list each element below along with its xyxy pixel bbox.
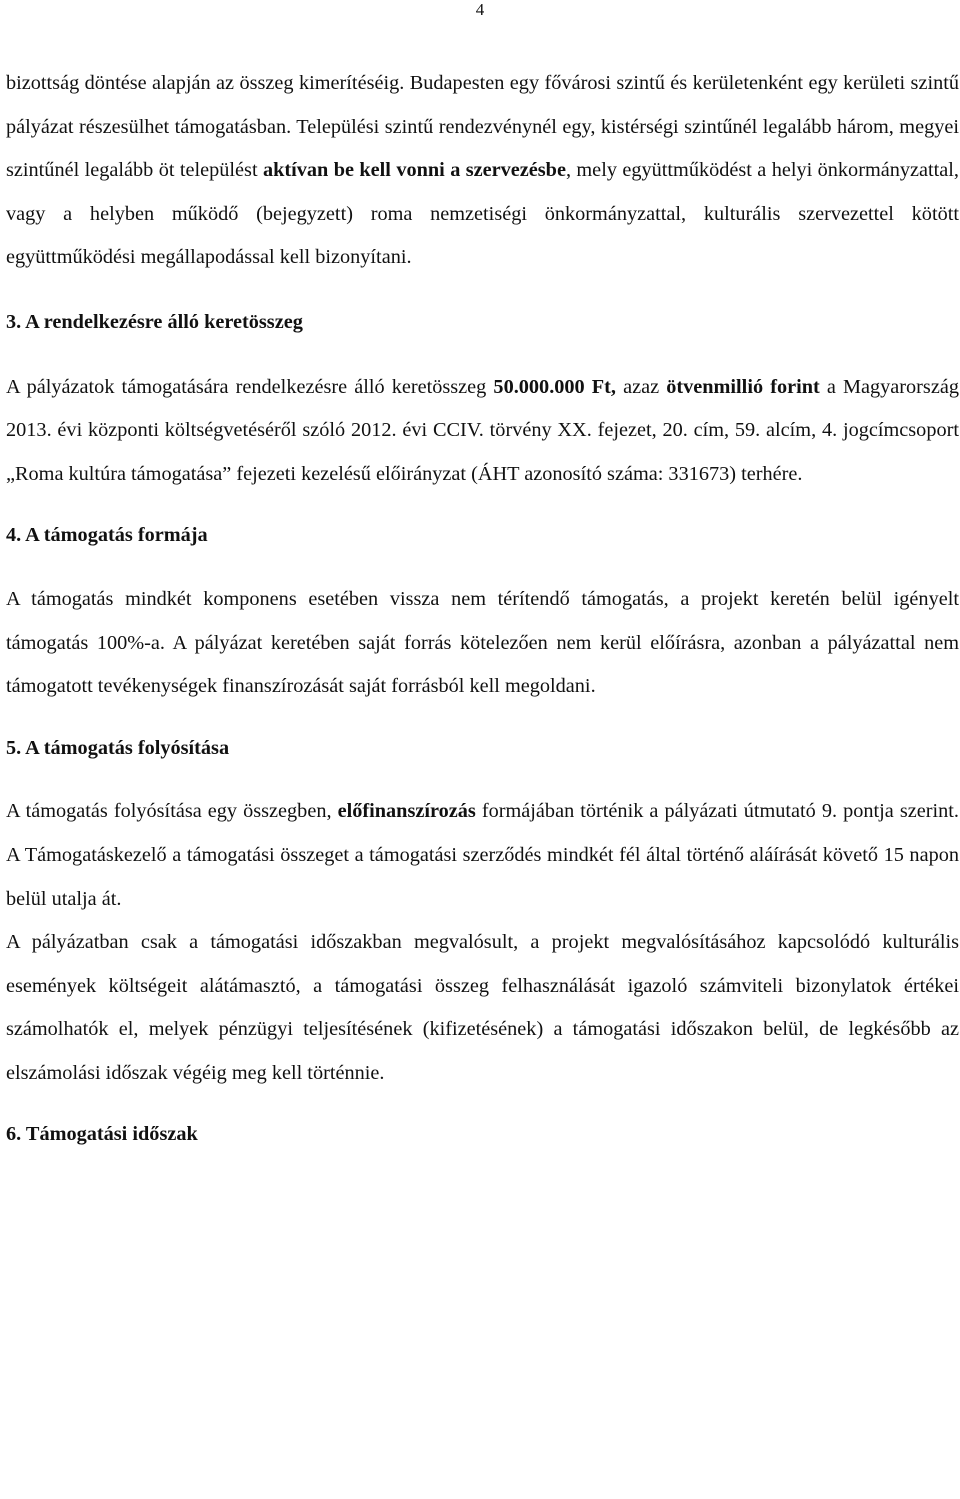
paragraph-support-form: A támogatás mindkét komponens esetében vissza nem térítendő támogatás, a projekt keretén belül igényelt támogatás 100%-a. A pályázat keretében saját forrás kötelezően nem kerül előírásra, azonban a pályázattal nem támogatott tevékenységek finanszírozását saját forrásból kell megoldani.	[6, 587, 959, 698]
paragraph-text: a Magyarország 2013. évi központi költségvetéséről szóló 2012. évi CCIV. törvény XX. fejezet, 20. cím, 59. alcím, 4. jogcímcsoport „Roma kultúra támogatása” fejezeti kezelésű előirányzat (ÁHT azonosító száma: 331673) terhére.	[6, 375, 959, 485]
section-heading-6: 6. Támogatási időszak	[6, 1123, 198, 1146]
paragraph-text: A támogatás folyósítása egy összegben,	[6, 800, 338, 823]
emphasis-text: aktívan be kell vonni a szervezésbe	[262, 159, 566, 182]
paragraph-eligibility	[6, 62, 959, 280]
paragraph-text: formájában történik a pályázati útmutató 9. pontja szerint. A Támogatáskezelő a támogatási összeget a támogatási szerződés mindkét fél által történő aláírását követő 15 napon belül utalja át.	[6, 800, 959, 910]
page-number: 4	[475, 0, 485, 19]
emphasis-text: ötvenmillió forint	[666, 375, 820, 398]
paragraph-text: bizottság döntése alapján az összeg kimerítéséig. Budapesten egy fővárosi szintű és kerületenként egy kerületi szintű pályázat részesülhet támogatásban. Települési szintű rendezvénynél egy, kistérségi szintűnél legalább három, megyei szintűnél legalább öt települést	[6, 72, 959, 182]
section-heading-3: 3. A rendelkezésre álló keretösszeg	[6, 310, 303, 333]
paragraph-text: A pályázatok támogatására rendelkezésre álló keretösszeg	[6, 375, 494, 398]
emphasis-text: 50.000.000 Ft,	[493, 375, 616, 398]
document-body	[6, 62, 959, 1157]
paragraph-text: , mely együttműködést a helyi önkormányzattal, vagy a helyben működő (bejegyzett) roma nemzetiségi önkormányzattal, kulturális szervezettel kötött együttműködési megállapodással kell bizonyítani.	[6, 159, 959, 269]
paragraph-text: azaz	[616, 375, 667, 398]
paragraph-budget	[6, 366, 959, 497]
section-heading-5: 5. A támogatás folyósítása	[6, 736, 230, 759]
paragraph-disbursement	[6, 790, 959, 921]
emphasis-text: előfinanszírozás	[337, 800, 476, 823]
paragraph-accounting: A pályázatban csak a támogatási időszakban megvalósult, a projekt megvalósításához kapcsolódó kulturális események költségeit alátámasztó, a támogatási összeg felhasználását igazoló számviteli bizonylatok értékei számolhatók el, melyek pénzügyi teljesítésének (kifizetésének) a támogatási időszakon belül, de legkésőbb az elszámolási időszak végéig meg kell történnie.	[6, 931, 959, 1084]
section-heading-4: 4. A támogatás formája	[6, 524, 208, 547]
